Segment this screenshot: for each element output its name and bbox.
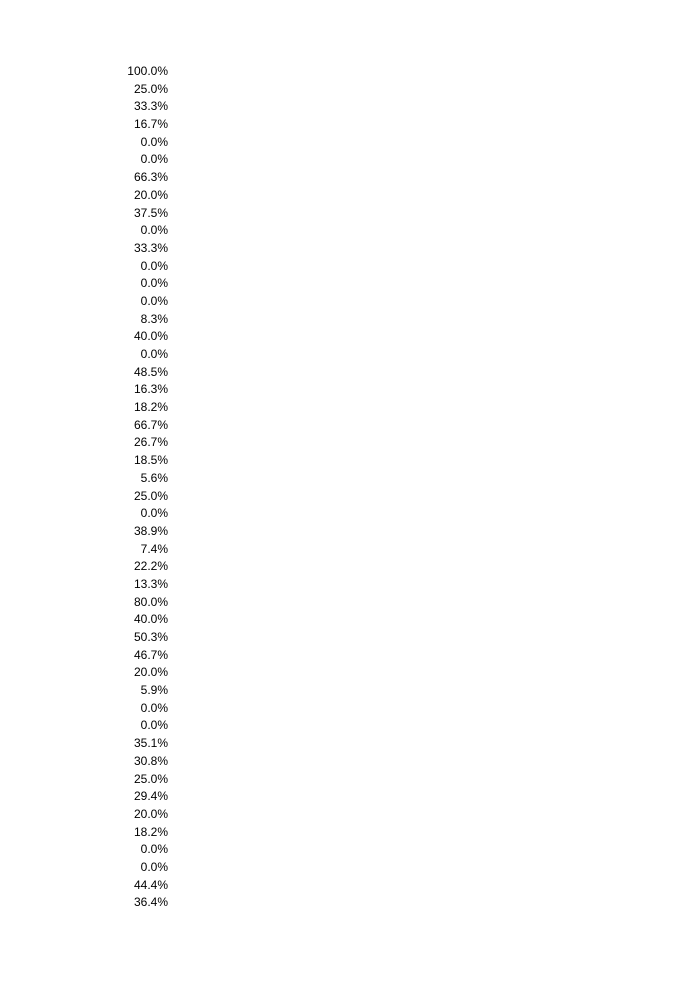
percentage-cell: 29.4% xyxy=(133,789,168,804)
percentage-cell: 46.7% xyxy=(133,647,168,662)
percentage-cell: 40.0% xyxy=(133,612,168,627)
percentage-cell: 35.1% xyxy=(133,736,168,751)
percentage-cell: 33.3% xyxy=(133,99,168,114)
percentage-cell: 16.7% xyxy=(133,117,168,132)
percentage-cell: 0.0% xyxy=(140,223,168,238)
percentage-cell: 20.0% xyxy=(133,187,168,202)
percentage-cell: 25.0% xyxy=(133,81,168,96)
percentage-cell: 0.0% xyxy=(140,842,168,857)
percentage-cell: 36.4% xyxy=(133,895,168,910)
percentage-cell: 0.0% xyxy=(140,276,168,291)
percentage-cell: 40.0% xyxy=(133,329,168,344)
percentage-cell: 50.3% xyxy=(133,630,168,644)
percentage-cell: 0.0% xyxy=(140,859,168,874)
percentage-column xyxy=(110,63,168,912)
percentage-cell: 80.0% xyxy=(133,594,168,609)
percentage-cell: 100.0% xyxy=(127,64,168,78)
percentage-cell: 0.0% xyxy=(140,718,168,733)
percentage-cell: 0.0% xyxy=(140,134,168,149)
percentage-cell: 44.4% xyxy=(133,877,168,892)
percentage-cell: 33.3% xyxy=(133,240,168,255)
percentage-cell: 5.6% xyxy=(140,470,168,485)
percentage-cell: 18.2% xyxy=(133,400,168,415)
percentage-cell: 0.0% xyxy=(140,258,168,273)
percentage-cell: 13.3% xyxy=(133,576,168,591)
percentage-cell: 66.3% xyxy=(133,170,168,185)
percentage-cell: 5.9% xyxy=(140,683,168,698)
percentage-cell: 18.5% xyxy=(133,453,168,468)
percentage-cell: 38.9% xyxy=(133,523,168,538)
percentage-cell: 20.0% xyxy=(133,806,168,821)
percentage-cell: 25.0% xyxy=(133,771,168,786)
percentage-cell: 0.0% xyxy=(140,347,168,361)
percentage-cell: 0.0% xyxy=(140,506,168,521)
percentage-cell: 7.4% xyxy=(140,541,168,556)
percentage-cell: 16.3% xyxy=(133,382,168,397)
percentage-cell: 26.7% xyxy=(133,435,168,450)
percentage-cell: 48.5% xyxy=(133,364,168,379)
percentage-cell: 8.3% xyxy=(140,311,168,326)
percentage-cell: 18.2% xyxy=(133,824,168,839)
percentage-cell: 0.0% xyxy=(140,152,168,167)
percentage-cell: 22.2% xyxy=(133,559,168,574)
percentage-cell: 66.7% xyxy=(133,417,168,432)
percentage-cell: 30.8% xyxy=(133,753,168,768)
percentage-cell: 0.0% xyxy=(140,293,168,308)
percentage-cell: 37.5% xyxy=(133,205,168,220)
percentage-cell: 0.0% xyxy=(140,700,168,715)
percentage-cell: 25.0% xyxy=(133,488,168,503)
percentage-cell: 20.0% xyxy=(133,665,168,680)
